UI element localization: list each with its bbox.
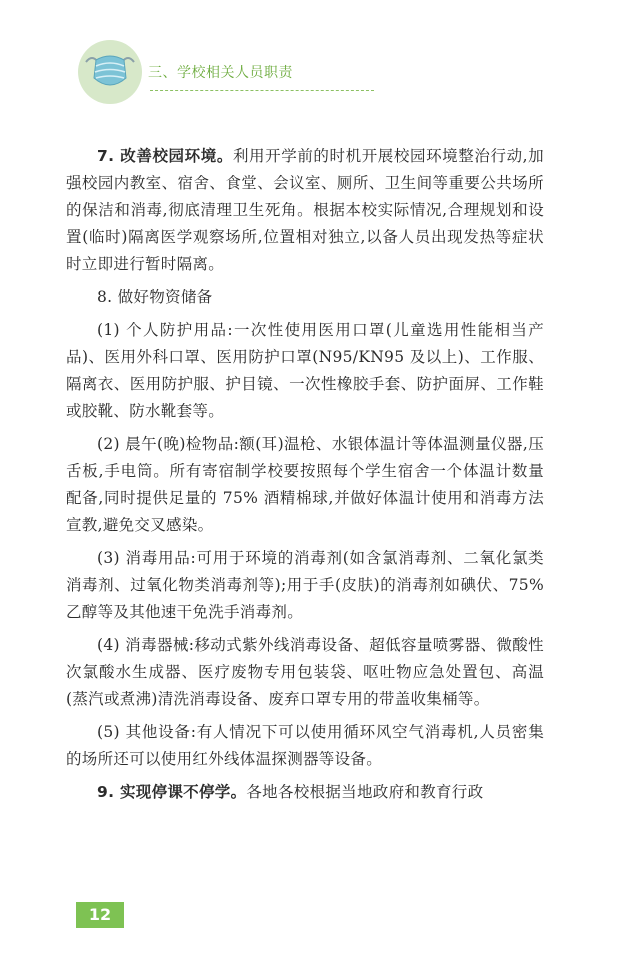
chapter-header xyxy=(78,40,378,110)
paragraph-7 xyxy=(66,143,544,278)
paragraph-7-heading: 7. 改善校园环境。 xyxy=(97,147,233,165)
supply-item-4: (4) 消毒器械:移动式紫外线消毒设备、超低容量喷雾器、微酸性次氯酸水生成器、医疗废物专用包装袋、呕吐物应急处置包、高温(蒸汽或煮沸)清洗消毒设备、废弃口罩专用的带盖收集桶等。 xyxy=(66,636,544,708)
supply-item-2: (2) 晨午(晚)检物品:额(耳)温枪、水银体温计等体温测量仪器,压舌板,手电筒。所有寄宿制学校要按照每个学生宿舍一个体温计数量配备,同时提供足量的 75% 酒精棉球,并做好体温计使用和消毒方法宣教,避免交叉感染。 xyxy=(66,435,544,534)
paragraph-9 xyxy=(66,779,544,806)
paragraph-8-heading: 8. 做好物资储备 xyxy=(97,288,213,306)
paragraph-7-body: 利用开学前的时机开展校园环境整治行动,加强校园内教室、宿舍、食堂、会议室、厕所、卫生间等重要公共场所的保洁和消毒,彻底清理卫生死角。根据本校实际情况,合理规划和设置(临时)隔离医学观察场所,位置相对独立,以备人员出现发热等症状时立即进行暂时隔离。 xyxy=(66,147,544,273)
title-divider xyxy=(150,90,374,91)
supply-item-3: (3) 消毒用品:可用于环境的消毒剂(如含氯消毒剂、二氧化氯类消毒剂、过氧化物类消毒剂等);用于手(皮肤)的消毒剂如碘伏、75% 乙醇等及其他速干免洗手消毒剂。 xyxy=(66,549,544,621)
page-number: 12 xyxy=(76,902,124,928)
supply-item-5: (5) 其他设备:有人情况下可以使用循环风空气消毒机,人员密集的场所还可以使用红外线体温探测器等设备。 xyxy=(66,723,544,768)
body-text xyxy=(66,143,544,812)
paragraph-9-body: 各地各校根据当地政府和教育行政 xyxy=(246,783,484,801)
mask-badge xyxy=(78,40,142,104)
paragraph-9-heading: 9. 实现停课不停学。 xyxy=(97,783,247,801)
section-title: 三、学校相关人员职责 xyxy=(148,65,293,81)
supply-item-1: (1) 个人防护用品:一次性使用医用口罩(儿童选用性能相当产品)、医用外科口罩、医用防护口罩(N95/KN95 及以上)、工作服、隔离衣、医用防护服、护目镜、一次性橡胶手套、防护面屏、工作鞋或胶靴、防水靴套等。 xyxy=(66,321,544,420)
